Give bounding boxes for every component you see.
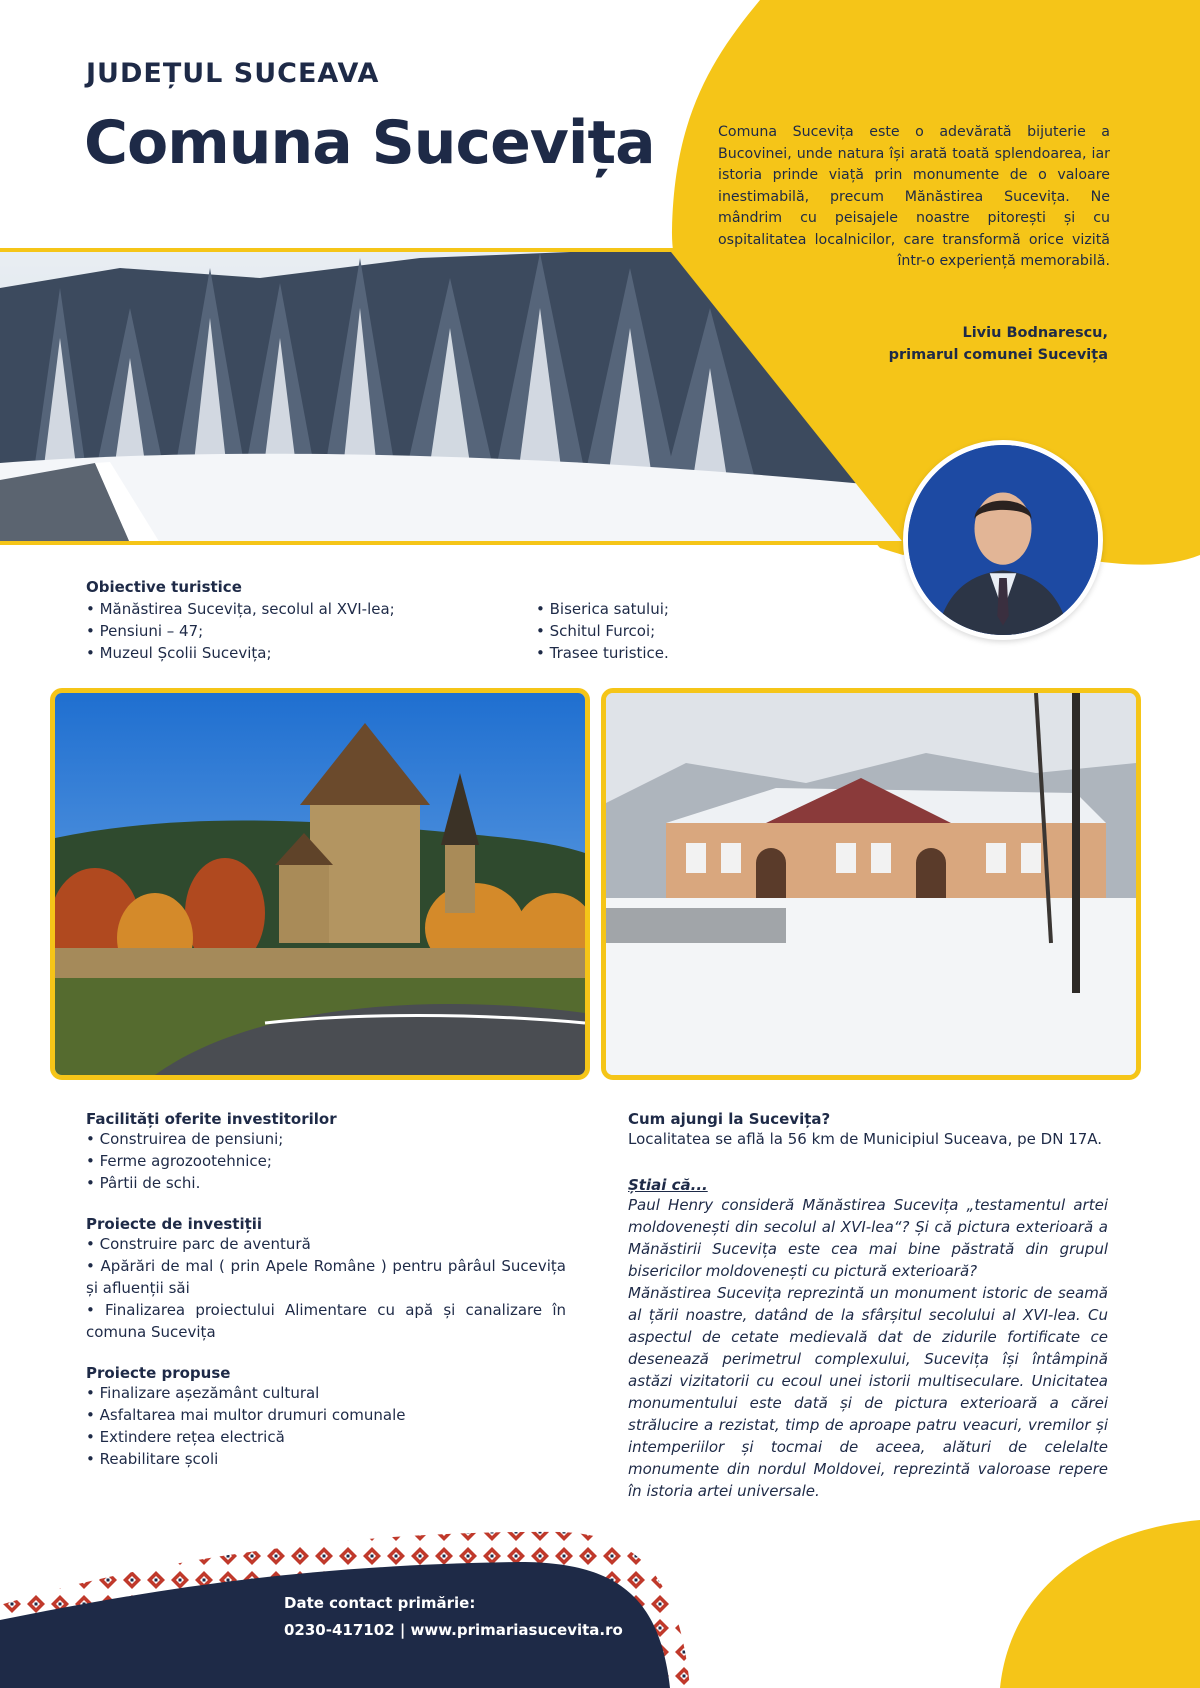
access-title: Cum ajungi la Sucevița? xyxy=(628,1110,831,1128)
list-item: • Pensiuni – 47; xyxy=(86,622,204,640)
monastery-photo xyxy=(50,688,590,1080)
facts-title: Știai că... xyxy=(628,1176,708,1194)
access-text: Localitatea se află la 56 km de Municipiul Suceava, pe DN 17A. xyxy=(628,1130,1103,1148)
list-item: • Extindere rețea electrică xyxy=(86,1428,285,1446)
investments-title: Proiecte de investiții xyxy=(86,1215,263,1233)
contact-line[interactable]: 0230-417102 | www.primariasucevita.ro xyxy=(284,1621,623,1639)
proposed-title: Proiecte propuse xyxy=(86,1364,231,1382)
tourism-section xyxy=(86,578,1086,664)
investments-section xyxy=(86,1215,566,1343)
facts-paragraph-2: Mănăstirea Sucevița reprezintă un monument istoric de seamă al țării noastre, datând de la sfârșitul secolului al XVI-lea. Cu aspectul de cetate medievală dat de zidurile fortificate ce desenează perimetrul complexului, Sucevița își întâmpină astăzi vizitatorii cu ecoul unei istorii multiseculare. Unicitatea monumentului este dată și de pictura exterioară a cărei strălucire a rezistat, timp de aproape patru veacuri, vremilor și intemperiilor și tocmai de aceea, alături de celelalte monumente din nordul Moldovei, reprezintă valoroase repere în istoria artei universale. xyxy=(628,1284,1108,1500)
commune-title: Comuna Sucevița xyxy=(84,108,655,178)
contact-title: Date contact primărie: xyxy=(284,1594,476,1612)
intro-text: Comuna Sucevița este o adevărată bijuterie a Bucovinei, unde natura își arată toată splendoarea, iar istoria prinde viață prin monumente de o valoare inestimabilă, precum Mănăstirea Sucevița. Ne mândrim cu peisajele noastre pitorești și cu ospitalitatea localnicilor, care transformă orice vizită într-o experiență memorabilă. xyxy=(718,124,1110,269)
winter-forest-photo xyxy=(0,248,906,548)
facts-section xyxy=(628,1176,1108,1502)
tourism-title: Obiective turistice xyxy=(86,578,242,596)
facilities-section xyxy=(86,1110,566,1194)
list-item: • Construire parc de aventură xyxy=(86,1235,311,1253)
list-item: • Finalizarea proiectului Alimentare cu apă și canalizare în comuna Sucevița xyxy=(86,1301,566,1341)
list-item: • Schitul Furcoi; xyxy=(536,622,656,640)
tourism-list-left xyxy=(86,598,536,664)
list-item: • Trasee turistice. xyxy=(536,644,669,662)
list-item: • Finalizare așezământ cultural xyxy=(86,1384,320,1402)
list-item: • Muzeul Școlii Sucevița; xyxy=(86,644,272,662)
mayor-signature xyxy=(889,322,1108,366)
mayor-name: Liviu Bodnarescu, xyxy=(962,325,1108,341)
right-column xyxy=(628,1110,1108,1502)
facilities-title: Facilități oferite investitorilor xyxy=(86,1110,337,1128)
list-item: • Asfaltarea mai multor drumuri comunale xyxy=(86,1406,406,1424)
left-column xyxy=(86,1110,566,1491)
school-winter-photo xyxy=(601,688,1141,1080)
contact-block xyxy=(284,1590,623,1644)
tourism-list-right xyxy=(536,598,986,664)
mayor-title: primarul comunei Sucevița xyxy=(888,347,1108,363)
list-item: • Pârtii de schi. xyxy=(86,1174,201,1192)
facts-paragraph-1: Paul Henry consideră Mănăstirea Sucevița „testamentul artei moldovenești din secolul al XVI-lea“? Și că pictura exterioară a Mănăstirii Sucevița este cea mai bine păstrată din grupul bisericilor moldovenești cu pictură exterioară? xyxy=(628,1196,1108,1280)
list-item: • Construirea de pensiuni; xyxy=(86,1130,284,1148)
list-item: • Biserica satului; xyxy=(536,600,669,618)
proposed-section xyxy=(86,1364,566,1470)
county-heading: JUDEȚUL SUCEAVA xyxy=(86,58,380,89)
list-item: • Apărări de mal ( prin Apele Române ) pentru pârâul Sucevița și afluenții săi xyxy=(86,1257,566,1297)
list-item: • Mănăstirea Sucevița, secolul al XVI-lea; xyxy=(86,600,395,618)
access-section xyxy=(628,1110,1108,1150)
list-item: • Reabilitare școli xyxy=(86,1450,219,1468)
list-item: • Ferme agrozootehnice; xyxy=(86,1152,272,1170)
